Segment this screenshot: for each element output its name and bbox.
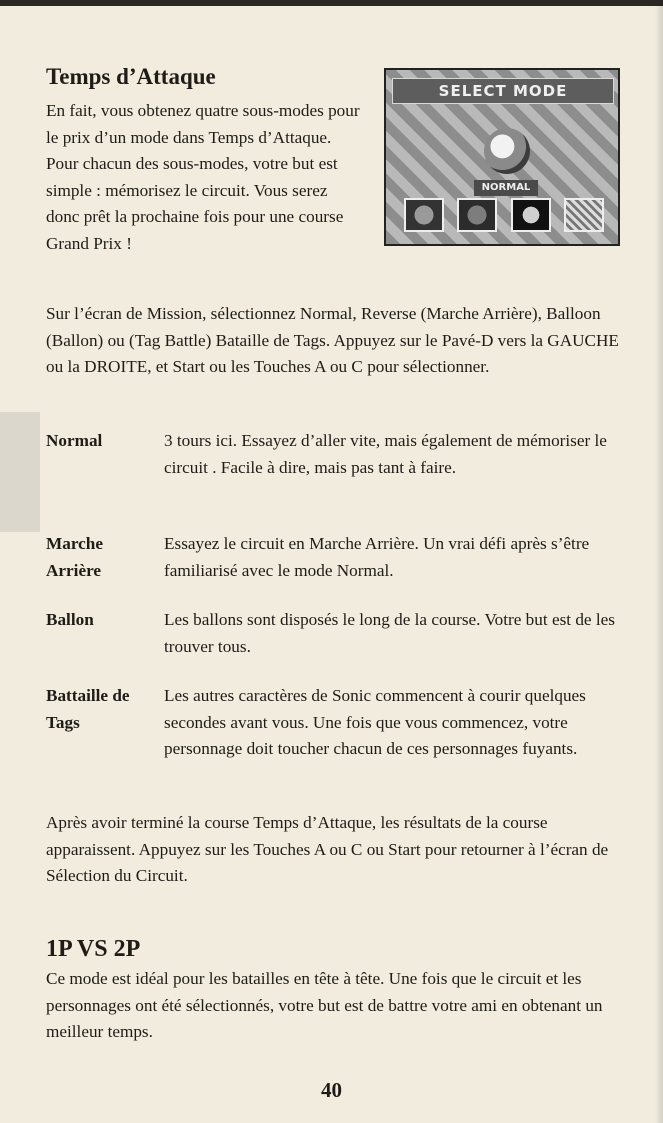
select-mode-banner: SELECT MODE	[392, 78, 614, 104]
select-mode-screenshot	[384, 68, 620, 246]
mission-paragraph: Sur l’écran de Mission, sélectionnez Normal, Reverse (Marche Arrière), Balloon (Ballon) ou (Tag Battle) Bataille de Tags. Appuyez sur le Pavé-D vers la GAUCHE ou la DROITE, et Start ou les Touches A ou C pour sélectionner.	[46, 304, 619, 377]
mode-label: NORMAL	[474, 180, 538, 196]
mode-tile-tag	[564, 198, 604, 232]
mode-tile-balloon	[511, 198, 551, 232]
definition-body: Essayez le circuit en Marche Arrière. Un vrai défi après s’être familiarisé avec le mode Normal.	[164, 534, 590, 580]
vs-paragraph: Ce mode est idéal pour les batailles en tête à tête. Une fois que le circuit et les personnages ont été sélectionnés, votre but est de battre votre ami en obtenant un meilleur temps.	[46, 969, 603, 1042]
section-title-1p-vs-2p: 1P VS 2P	[46, 936, 141, 962]
definition-term: Marche Arrière	[46, 534, 103, 580]
intro-paragraph: En fait, vous obtenez quatre sous-modes pour le prix d’un mode dans Temps d’Attaque. Pour chacun des sous-modes, votre but est simple : mémorisez le circuit. Vous serez donc prêt la prochaine fois pour une course Grand Prix !	[46, 101, 360, 253]
definition-term: Battaille de Tags	[46, 686, 130, 732]
page-gutter-shadow	[655, 0, 663, 1123]
mode-tile-normal	[404, 198, 444, 232]
definition-term: Normal	[46, 431, 103, 450]
section-title-temps-attaque: Temps d’Attaque	[46, 64, 216, 89]
top-edge	[0, 0, 663, 6]
after-race-paragraph: Après avoir terminé la course Temps d’Attaque, les résultats de la course apparaissent. Appuyez sur les Touches A ou C ou Start pour retourner à l’écran de Sélection du Circuit.	[46, 813, 609, 886]
page-number: 40	[321, 1078, 342, 1102]
definition-body: Les ballons sont disposés le long de la course. Votre but est de les trouver tous.	[164, 610, 615, 656]
print-bleed	[0, 412, 40, 532]
mode-tile-reverse	[457, 198, 497, 232]
mode-icon	[484, 128, 530, 174]
definition-body: 3 tours ici. Essayez d’aller vite, mais également de mémoriser le circuit . Facile à dire, mais pas tant à faire.	[164, 431, 607, 477]
mode-tiles	[404, 198, 604, 234]
definition-term: Ballon	[46, 610, 94, 629]
definition-body: Les autres caractères de Sonic commencent à courir quelques secondes avant vous. Une fois que vous commencez, votre personnage doit toucher chacun de ces personnages fuyants.	[164, 686, 586, 759]
